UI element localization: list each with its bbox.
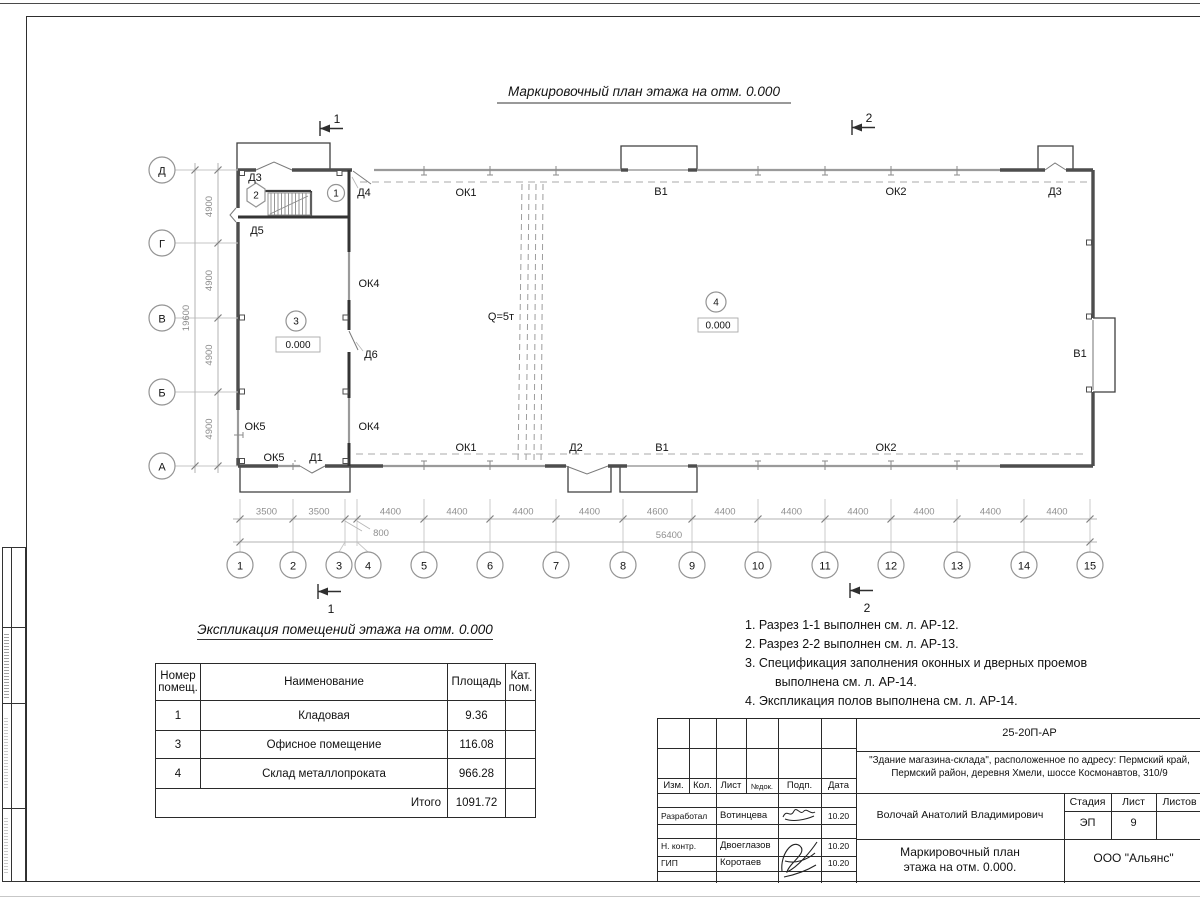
label-d4: Д4 xyxy=(357,187,371,199)
axis-v: В xyxy=(158,313,166,326)
project-line2: Пермский район, деревня Хмели, шоссе Космонавтов, 310/9 xyxy=(891,768,1168,779)
company-name: ООО "Альянс" xyxy=(1093,851,1174,865)
axis-14: 14 xyxy=(1017,560,1031,573)
col-area-header: Площадь xyxy=(448,664,506,701)
section-1-bottom: 1 xyxy=(327,602,335,616)
total-cat xyxy=(506,789,536,818)
note-item: 3. Спецификация заполнения оконных и дверных проемов выполнена см. л. АР-14. xyxy=(745,656,1088,689)
col-cat-header: Кат. пом. xyxy=(506,664,536,701)
room-1-number: 1 xyxy=(333,188,339,200)
row1-area: 9.36 xyxy=(448,701,506,731)
dim-1-2: 3500 xyxy=(255,506,278,518)
dim-6-7: 4400 xyxy=(512,506,534,518)
sheet-label: Лист xyxy=(1122,796,1145,808)
dim-10-11: 4400 xyxy=(780,506,803,518)
room-4-elevation: 0.000 xyxy=(705,320,731,332)
room-4-number: 4 xyxy=(713,297,719,309)
label-ok1-top: ОК1 xyxy=(455,187,477,199)
axis-8: 8 xyxy=(619,560,627,573)
explication-title: Экспликация помещений этажа на отм. 0.000 xyxy=(155,622,535,637)
dim-11-12: 4400 xyxy=(847,506,869,518)
dim-3-4: 800 xyxy=(373,528,389,539)
axis-a: А xyxy=(158,461,166,474)
col-kol: Кол. xyxy=(693,780,712,791)
note-item: 4. Экспликация полов выполнена см. л. АР-14. xyxy=(745,694,1018,708)
drawing-title-line1: Маркировочный план xyxy=(900,845,1020,859)
signature-votintseva xyxy=(780,805,818,823)
label-d6: Д6 xyxy=(364,349,378,361)
label-ok4-lower: ОК4 xyxy=(358,421,380,433)
row2-date: 10.20 xyxy=(827,841,850,851)
explication-total-row xyxy=(156,789,536,818)
room-3-number: 3 xyxy=(293,316,299,328)
drawing-title-line2: этажа на отм. 0.000. xyxy=(903,860,1017,874)
row3-num: 4 xyxy=(156,759,201,789)
dim-2-3: 3500 xyxy=(308,506,330,518)
sheet-bottom-edge xyxy=(0,896,1200,897)
col-izm: Изм. xyxy=(663,780,684,791)
label-d2: Д2 xyxy=(569,442,583,454)
section-2-bottom: 2 xyxy=(863,601,871,615)
sheets-label: Листов xyxy=(1162,796,1197,808)
stairs xyxy=(268,193,311,215)
dim-5-6: 4400 xyxy=(446,506,468,518)
dim-g-v: 4900 xyxy=(204,269,215,292)
row2-cat xyxy=(506,731,536,759)
table-row xyxy=(156,759,536,789)
notes-list xyxy=(745,616,1090,711)
axis-11: 11 xyxy=(819,560,831,573)
axis-1: 1 xyxy=(236,560,244,573)
dim-v-b: 4900 xyxy=(204,344,215,366)
left-dimensions xyxy=(149,157,238,479)
stage-value: ЭП xyxy=(1079,817,1096,829)
room-2-number: 2 xyxy=(253,190,259,202)
sheet-value: 9 xyxy=(1130,817,1137,829)
table-row xyxy=(156,701,536,731)
dim-13-14: 4400 xyxy=(979,506,1002,518)
signature-approvers xyxy=(776,833,820,879)
dim-14-15: 4400 xyxy=(1046,506,1068,518)
row3-name: Коротаев xyxy=(720,857,762,868)
axis-6: 6 xyxy=(486,560,494,573)
axis-4: 4 xyxy=(364,560,372,573)
room-3-elevation: 0.000 xyxy=(285,340,311,351)
title-block xyxy=(657,718,1200,882)
col-name-header: Наименование xyxy=(201,664,448,701)
project-line1: "Здание магазина-склада", расположенное по адресу: Пермский край, xyxy=(869,755,1190,766)
row3-role: ГИП xyxy=(661,858,678,868)
label-v1-top: В1 xyxy=(654,186,668,198)
bottom-axis-bubbles xyxy=(227,542,1103,578)
label-ok1-bottom: ОК1 xyxy=(455,442,477,454)
row2-name: Офисное помещение xyxy=(201,731,448,759)
col-list: Лист xyxy=(720,780,742,791)
dim-b-a: 4900 xyxy=(204,418,215,440)
label-ok5-bottom: ОК5 xyxy=(263,452,285,464)
axis-7: 7 xyxy=(552,560,560,573)
label-v1-bottom: В1 xyxy=(655,442,669,454)
row1-name: Кладовая xyxy=(201,701,448,731)
col-data: Дата xyxy=(827,780,850,791)
dim-9-10: 4400 xyxy=(714,506,736,518)
pilaster-marks xyxy=(240,171,1092,464)
total-label: Итого xyxy=(156,789,448,818)
axis-12: 12 xyxy=(884,560,898,573)
label-ok2-bottom: ОК2 xyxy=(875,442,897,454)
label-crane-capacity: Q=5т xyxy=(487,311,515,323)
dim-total-bottom: 56400 xyxy=(655,530,683,541)
label-ok5-left: ОК5 xyxy=(244,421,266,433)
axis-d: Д xyxy=(158,165,166,178)
axis-5: 5 xyxy=(420,560,428,573)
dim-8-9: 4600 xyxy=(646,506,669,518)
row2-num: 3 xyxy=(156,731,201,759)
bottom-dimensions xyxy=(233,499,1097,546)
row3-area: 966.28 xyxy=(448,759,506,789)
table-row xyxy=(156,731,536,759)
label-v1-right: В1 xyxy=(1073,348,1087,360)
axis-15: 15 xyxy=(1083,560,1097,573)
section-2-top: 2 xyxy=(865,111,873,125)
total-area: 1091.72 xyxy=(448,789,506,818)
label-d1: Д1 xyxy=(309,452,323,464)
label-ok4-upper: ОК4 xyxy=(358,278,380,290)
section-1-top: 1 xyxy=(333,112,341,126)
axis-2: 2 xyxy=(289,560,297,573)
row1-name: Вотинцева xyxy=(720,810,768,821)
side-column-microtext xyxy=(4,632,9,698)
dim-12-13: 4400 xyxy=(913,506,935,518)
opening-labels xyxy=(244,172,1086,464)
row3-cat xyxy=(506,759,536,789)
room-markers xyxy=(247,183,738,352)
row1-date: 10.20 xyxy=(827,811,850,821)
doc-number: 25-20П-АР xyxy=(1002,727,1057,739)
axis-b: Б xyxy=(158,387,166,400)
axis-g: Г xyxy=(159,238,165,251)
section-marks xyxy=(318,111,875,616)
row3-date: 10.20 xyxy=(827,858,850,868)
explication-table xyxy=(155,663,536,818)
explication-header-row xyxy=(156,664,536,701)
col-ndoc: №док. xyxy=(751,782,773,791)
note-item: 1. Разрез 1-1 выполнен см. л. АР-12. xyxy=(745,618,959,632)
label-d5: Д5 xyxy=(250,225,264,237)
row1-num: 1 xyxy=(156,701,201,731)
stage-label: Стадия xyxy=(1069,796,1106,808)
row1-role: Разработал xyxy=(661,811,708,821)
col-podp: Подп. xyxy=(786,780,813,791)
architect-name: Волочай Анатолий Владимирович xyxy=(876,809,1044,821)
axis-13: 13 xyxy=(950,560,964,573)
dim-7-8: 4400 xyxy=(578,506,601,518)
row2-role: Н. контр. xyxy=(661,841,697,851)
plan-title: Маркировочный план этажа на отм. 0.000 xyxy=(508,84,780,99)
note-item: 2. Разрез 2-2 выполнен см. л. АР-13. xyxy=(745,637,959,651)
door-symbols xyxy=(230,162,1066,474)
row2-area: 116.08 xyxy=(448,731,506,759)
axis-3: 3 xyxy=(335,560,343,573)
axis-9: 9 xyxy=(688,560,696,573)
dim-4-5: 4400 xyxy=(379,506,402,518)
dim-d-g: 4900 xyxy=(204,195,215,218)
label-d3-top-right: Д3 xyxy=(1048,186,1062,198)
row1-cat xyxy=(506,701,536,731)
label-d3-top-left: Д3 xyxy=(248,172,262,184)
row3-name: Склад металлопроката xyxy=(201,759,448,789)
col-number-header: Номер помещ. xyxy=(156,664,201,701)
axis-10: 10 xyxy=(751,560,765,573)
label-ok2-top: ОК2 xyxy=(885,186,907,198)
row2-name: Двоеглазов xyxy=(720,840,771,851)
dim-total-left: 19600 xyxy=(181,304,192,332)
